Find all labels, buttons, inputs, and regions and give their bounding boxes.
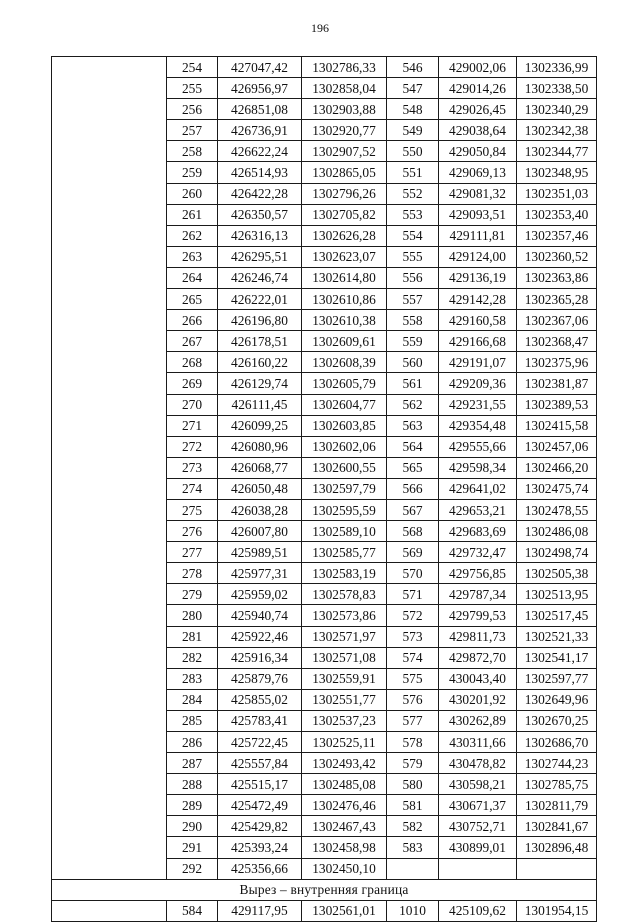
point-number-left: 261 [167,204,218,225]
y-coordinate-left: 1302571,97 [302,626,387,647]
point-number-right: 546 [387,57,439,78]
x-coordinate-right: 429872,70 [439,647,517,668]
point-number-right: 556 [387,267,439,288]
y-coordinate-left: 1302525,11 [302,732,387,753]
y-coordinate-right: 1302415,58 [517,415,597,436]
point-number-right: 563 [387,415,439,436]
x-coordinate-left: 426316,13 [218,225,302,246]
point-number-right: 551 [387,162,439,183]
point-number-right: 552 [387,183,439,204]
x-coordinate-right: 429209,36 [439,373,517,394]
x-coordinate-right: 429014,26 [439,78,517,99]
x-coordinate-right: 429555,66 [439,436,517,457]
x-coordinate-right: 429136,19 [439,267,517,288]
x-coordinate-left: 425783,41 [218,710,302,731]
point-number-left: 281 [167,626,218,647]
page-number: 196 [311,21,329,35]
point-number-right: 1010 [387,900,439,921]
x-coordinate-right: 429683,69 [439,521,517,542]
x-coordinate-left: 425557,84 [218,753,302,774]
point-number-left: 287 [167,753,218,774]
x-coordinate-right: 430311,66 [439,732,517,753]
point-number-left: 269 [167,373,218,394]
point-number-left: 584 [167,900,218,921]
x-coordinate-left: 425472,49 [218,795,302,816]
point-number-right: 548 [387,99,439,120]
y-coordinate-right: 1302375,96 [517,352,597,373]
y-coordinate-right: 1302357,46 [517,225,597,246]
point-number-left: 272 [167,436,218,457]
point-number-right: 559 [387,331,439,352]
x-coordinate-left: 426007,80 [218,521,302,542]
y-coordinate-left: 1302786,33 [302,57,387,78]
y-coordinate-right: 1302348,95 [517,162,597,183]
y-coordinate-right: 1302498,74 [517,542,597,563]
x-coordinate-right: 429026,45 [439,99,517,120]
point-number-left: 257 [167,120,218,141]
point-number-right: 564 [387,436,439,457]
x-coordinate-left: 425989,51 [218,542,302,563]
point-number-left: 254 [167,57,218,78]
y-coordinate-left: 1302610,38 [302,310,387,331]
y-coordinate-left: 1302561,01 [302,900,387,921]
y-coordinate-right: 1302389,53 [517,394,597,415]
x-coordinate-right: 429641,02 [439,478,517,499]
y-coordinate-left: 1302858,04 [302,78,387,99]
point-number-left: 291 [167,837,218,858]
x-coordinate-right: 429756,85 [439,563,517,584]
point-number-left: 279 [167,584,218,605]
table-row [52,57,597,78]
y-coordinate-left: 1302485,08 [302,774,387,795]
point-number-right: 570 [387,563,439,584]
point-number-left: 262 [167,225,218,246]
point-number-right: 565 [387,457,439,478]
y-coordinate-left: 1302602,06 [302,436,387,457]
y-coordinate-left: 1302605,79 [302,373,387,394]
point-number-left: 283 [167,668,218,689]
point-number-right: 574 [387,647,439,668]
x-coordinate-left: 425356,66 [218,858,302,879]
y-coordinate-left: 1302609,61 [302,331,387,352]
x-coordinate-left: 426196,80 [218,310,302,331]
x-coordinate-right: 429093,51 [439,204,517,225]
point-number-left: 282 [167,647,218,668]
x-coordinate-left: 427047,42 [218,57,302,78]
x-coordinate-right: 430201,92 [439,689,517,710]
y-coordinate-right: 1302517,45 [517,605,597,626]
y-coordinate-left: 1302450,10 [302,858,387,879]
y-coordinate-left: 1302597,79 [302,478,387,499]
y-coordinate-right: 1302811,79 [517,795,597,816]
y-coordinate-left: 1302610,86 [302,289,387,310]
point-number-right: 568 [387,521,439,542]
point-number-left: 290 [167,816,218,837]
x-coordinate-left: 426956,97 [218,78,302,99]
x-coordinate-left: 425916,34 [218,647,302,668]
x-coordinate-right: 430899,01 [439,837,517,858]
y-coordinate-left: 1302589,10 [302,521,387,542]
x-coordinate-left: 425515,17 [218,774,302,795]
point-number-right: 560 [387,352,439,373]
point-number-right: 566 [387,478,439,499]
point-number-right: 558 [387,310,439,331]
point-number-right: 547 [387,78,439,99]
y-coordinate-right: 1302360,52 [517,246,597,267]
x-coordinate-right: 425109,62 [439,900,517,921]
x-coordinate-right: 429799,53 [439,605,517,626]
point-number-right: 581 [387,795,439,816]
y-coordinate-left: 1302614,80 [302,267,387,288]
y-coordinate-right: 1302670,25 [517,710,597,731]
y-coordinate-right: 1302363,86 [517,267,597,288]
x-coordinate-left: 426622,24 [218,141,302,162]
x-coordinate-right: 429598,34 [439,457,517,478]
point-number-left: 271 [167,415,218,436]
blank-left-column [52,900,167,921]
x-coordinate-left: 426068,77 [218,457,302,478]
y-coordinate-right: 1302744,23 [517,753,597,774]
x-coordinate-right: 430598,21 [439,774,517,795]
blank-left-column [52,57,167,880]
y-coordinate-left: 1302600,55 [302,457,387,478]
y-coordinate-right: 1302649,96 [517,689,597,710]
point-number-left: 280 [167,605,218,626]
y-coordinate-right: 1302368,47 [517,331,597,352]
x-coordinate-left: 425393,24 [218,837,302,858]
point-number-right: 573 [387,626,439,647]
x-coordinate-right: 429787,34 [439,584,517,605]
point-number-right: 553 [387,204,439,225]
y-coordinate-left: 1302467,43 [302,816,387,837]
x-coordinate-right: 430752,71 [439,816,517,837]
y-coordinate-right: 1302351,03 [517,183,597,204]
y-coordinate-right: 1302597,77 [517,668,597,689]
x-coordinate-right: 429166,68 [439,331,517,352]
y-coordinate-right: 1302505,38 [517,563,597,584]
x-coordinate-left: 425722,45 [218,732,302,753]
y-coordinate-left: 1302493,42 [302,753,387,774]
y-coordinate-left: 1302571,08 [302,647,387,668]
point-number-left: 258 [167,141,218,162]
point-number-right: 569 [387,542,439,563]
y-coordinate-left: 1302626,28 [302,225,387,246]
x-coordinate-right: 429111,81 [439,225,517,246]
point-number-left: 259 [167,162,218,183]
x-coordinate-left: 426222,01 [218,289,302,310]
point-number-right: 557 [387,289,439,310]
y-coordinate-right: 1302338,50 [517,78,597,99]
x-coordinate-left: 426099,25 [218,415,302,436]
y-coordinate-right: 1302340,29 [517,99,597,120]
x-coordinate-right: 429081,32 [439,183,517,204]
point-number-right: 576 [387,689,439,710]
x-coordinate-left: 425959,02 [218,584,302,605]
y-coordinate-left: 1302603,85 [302,415,387,436]
point-number-right: 575 [387,668,439,689]
y-coordinate-right: 1302785,75 [517,774,597,795]
y-coordinate-right: 1302478,55 [517,499,597,520]
x-coordinate-left: 426129,74 [218,373,302,394]
point-number-right: 579 [387,753,439,774]
point-number-right: 549 [387,120,439,141]
y-coordinate-right: 1302344,77 [517,141,597,162]
x-coordinate-right [439,858,517,879]
point-number-right: 561 [387,373,439,394]
y-coordinate-right: 1302513,95 [517,584,597,605]
x-coordinate-left: 425879,76 [218,668,302,689]
point-number-left: 260 [167,183,218,204]
y-coordinate-right: 1302521,33 [517,626,597,647]
y-coordinate-left: 1302903,88 [302,99,387,120]
point-number-right: 550 [387,141,439,162]
x-coordinate-right: 429142,28 [439,289,517,310]
y-coordinate-left: 1302907,52 [302,141,387,162]
x-coordinate-left: 426851,08 [218,99,302,120]
x-coordinate-right: 429124,00 [439,246,517,267]
x-coordinate-left: 426422,28 [218,183,302,204]
x-coordinate-right: 430671,37 [439,795,517,816]
y-coordinate-right [517,858,597,879]
x-coordinate-right: 429732,47 [439,542,517,563]
y-coordinate-right: 1302486,08 [517,521,597,542]
point-number-left: 277 [167,542,218,563]
x-coordinate-left: 426050,48 [218,478,302,499]
y-coordinate-left: 1302458,98 [302,837,387,858]
y-coordinate-left: 1302604,77 [302,394,387,415]
y-coordinate-right: 1302466,20 [517,457,597,478]
y-coordinate-left: 1302920,77 [302,120,387,141]
x-coordinate-right: 429038,64 [439,120,517,141]
y-coordinate-left: 1302559,91 [302,668,387,689]
x-coordinate-left: 426736,91 [218,120,302,141]
coordinates-table [51,56,597,922]
y-coordinate-left: 1302578,83 [302,584,387,605]
y-coordinate-right: 1302342,38 [517,120,597,141]
x-coordinate-right: 430043,40 [439,668,517,689]
point-number-left: 273 [167,457,218,478]
coordinates-table-body [52,57,597,922]
x-coordinate-left: 425977,31 [218,563,302,584]
table-row [52,900,597,921]
point-number-right [387,858,439,879]
y-coordinate-right: 1302381,87 [517,373,597,394]
y-coordinate-left: 1302796,26 [302,183,387,204]
point-number-right: 571 [387,584,439,605]
point-number-left: 292 [167,858,218,879]
y-coordinate-right: 1302686,70 [517,732,597,753]
point-number-left: 255 [167,78,218,99]
x-coordinate-left: 425940,74 [218,605,302,626]
x-coordinate-right: 429069,13 [439,162,517,183]
x-coordinate-left: 426295,51 [218,246,302,267]
y-coordinate-right: 1302336,99 [517,57,597,78]
x-coordinate-right: 429811,73 [439,626,517,647]
point-number-left: 256 [167,99,218,120]
point-number-left: 263 [167,246,218,267]
point-number-right: 567 [387,499,439,520]
x-coordinate-left: 426080,96 [218,436,302,457]
y-coordinate-right: 1302365,28 [517,289,597,310]
y-coordinate-right: 1302896,48 [517,837,597,858]
point-number-left: 275 [167,499,218,520]
point-number-left: 285 [167,710,218,731]
y-coordinate-left: 1302608,39 [302,352,387,373]
point-number-left: 268 [167,352,218,373]
point-number-right: 582 [387,816,439,837]
x-coordinate-left: 426178,51 [218,331,302,352]
point-number-right: 580 [387,774,439,795]
point-number-left: 270 [167,394,218,415]
point-number-right: 555 [387,246,439,267]
y-coordinate-right: 1301954,15 [517,900,597,921]
y-coordinate-right: 1302541,17 [517,647,597,668]
y-coordinate-left: 1302705,82 [302,204,387,225]
point-number-right: 562 [387,394,439,415]
y-coordinate-left: 1302551,77 [302,689,387,710]
point-number-left: 266 [167,310,218,331]
point-number-left: 278 [167,563,218,584]
y-coordinate-left: 1302476,46 [302,795,387,816]
x-coordinate-left: 429117,95 [218,900,302,921]
point-number-right: 577 [387,710,439,731]
point-number-right: 572 [387,605,439,626]
y-coordinate-left: 1302537,23 [302,710,387,731]
point-number-right: 583 [387,837,439,858]
point-number-left: 265 [167,289,218,310]
x-coordinate-right: 430478,82 [439,753,517,774]
point-number-left: 267 [167,331,218,352]
x-coordinate-right: 429160,58 [439,310,517,331]
y-coordinate-right: 1302457,06 [517,436,597,457]
x-coordinate-right: 429191,07 [439,352,517,373]
x-coordinate-left: 425922,46 [218,626,302,647]
x-coordinate-left: 425429,82 [218,816,302,837]
section-row [52,879,597,900]
x-coordinate-right: 429050,84 [439,141,517,162]
x-coordinate-right: 429002,06 [439,57,517,78]
x-coordinate-left: 426038,28 [218,499,302,520]
point-number-right: 554 [387,225,439,246]
x-coordinate-right: 429354,48 [439,415,517,436]
point-number-right: 578 [387,732,439,753]
point-number-left: 264 [167,267,218,288]
point-number-left: 284 [167,689,218,710]
x-coordinate-left: 426246,74 [218,267,302,288]
y-coordinate-left: 1302623,07 [302,246,387,267]
y-coordinate-left: 1302595,59 [302,499,387,520]
x-coordinate-left: 426160,22 [218,352,302,373]
y-coordinate-right: 1302475,74 [517,478,597,499]
point-number-left: 274 [167,478,218,499]
y-coordinate-left: 1302583,19 [302,563,387,584]
point-number-left: 288 [167,774,218,795]
x-coordinate-right: 429653,21 [439,499,517,520]
x-coordinate-right: 430262,89 [439,710,517,731]
x-coordinate-left: 426514,93 [218,162,302,183]
y-coordinate-right: 1302841,67 [517,816,597,837]
section-label: Вырез – внутренняя граница [52,879,597,900]
y-coordinate-left: 1302585,77 [302,542,387,563]
y-coordinate-left: 1302573,86 [302,605,387,626]
point-number-left: 289 [167,795,218,816]
point-number-left: 286 [167,732,218,753]
point-number-left: 276 [167,521,218,542]
x-coordinate-left: 426111,45 [218,394,302,415]
x-coordinate-left: 426350,57 [218,204,302,225]
y-coordinate-right: 1302353,40 [517,204,597,225]
y-coordinate-right: 1302367,06 [517,310,597,331]
x-coordinate-left: 425855,02 [218,689,302,710]
y-coordinate-left: 1302865,05 [302,162,387,183]
x-coordinate-right: 429231,55 [439,394,517,415]
